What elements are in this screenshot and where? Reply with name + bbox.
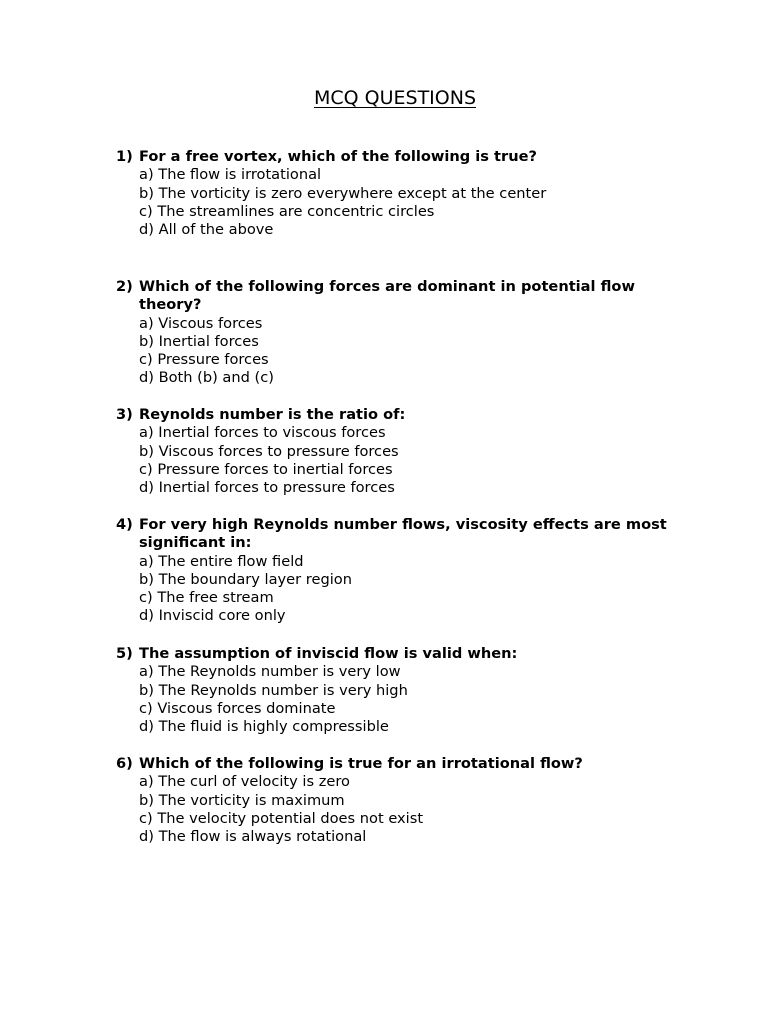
question-stem	[116, 516, 676, 553]
option-b: b) The vorticity is maximum	[139, 791, 345, 809]
option-d: d) All of the above	[139, 221, 274, 239]
option-d: d) Inviscid core only	[139, 607, 286, 625]
option-a: a) The flow is irrotational	[139, 166, 322, 184]
option-b: b) The boundary layer region	[139, 570, 352, 588]
question-number: 5)	[116, 645, 133, 662]
option-a: a) The Reynolds number is very low	[139, 663, 401, 681]
question-2	[116, 278, 676, 388]
question-4	[116, 516, 676, 626]
question-number: 6)	[116, 755, 133, 772]
option-d: d) Both (b) and (c)	[139, 369, 274, 387]
question-text: For very high Reynolds number flows, viscosity effects are most significant in:	[139, 516, 667, 552]
option-a: a) Viscous forces	[139, 314, 263, 332]
question-stem	[116, 406, 676, 424]
question-text: Which of the following is true for an irrotational flow?	[139, 755, 583, 772]
option-a: a) The entire flow field	[139, 552, 304, 570]
option-b: b) Inertial forces	[139, 332, 259, 350]
question-number: 1)	[116, 148, 133, 165]
question-number: 2)	[116, 278, 133, 295]
question-stem	[116, 148, 676, 166]
option-a: a) Inertial forces to viscous forces	[139, 424, 386, 442]
option-c: c) Pressure forces	[139, 351, 269, 369]
option-b: b) Viscous forces to pressure forces	[139, 442, 399, 460]
question-stem	[116, 278, 676, 315]
option-c: c) Viscous forces dominate	[139, 699, 336, 717]
page-title: MCQ QUESTIONS	[313, 87, 477, 109]
option-a: a) The curl of velocity is zero	[139, 773, 350, 791]
option-d: d) Inertial forces to pressure forces	[139, 479, 395, 497]
option-b: b) The vorticity is zero everywhere except at the center	[139, 184, 547, 202]
question-number: 3)	[116, 406, 133, 423]
question-stem	[116, 645, 676, 663]
option-d: d) The fluid is highly compressible	[139, 718, 389, 736]
question-text: The assumption of inviscid flow is valid when:	[139, 645, 518, 662]
option-c: c) Pressure forces to inertial forces	[139, 460, 393, 478]
option-d: d) The flow is always rotational	[139, 828, 367, 846]
question-text: For a free vortex, which of the following is true?	[139, 148, 537, 165]
option-c: c) The velocity potential does not exist	[139, 809, 424, 827]
option-c: c) The free stream	[139, 589, 274, 607]
question-stem	[116, 755, 676, 773]
option-c: c) The streamlines are concentric circles	[139, 202, 435, 220]
question-number: 4)	[116, 516, 133, 533]
question-3	[116, 406, 676, 497]
question-text: Which of the following forces are dominant in potential flow theory?	[139, 278, 635, 314]
question-1	[116, 148, 676, 239]
option-b: b) The Reynolds number is very high	[139, 681, 408, 699]
question-5	[116, 645, 676, 736]
question-text: Reynolds number is the ratio of:	[139, 406, 406, 423]
question-6	[116, 755, 676, 846]
